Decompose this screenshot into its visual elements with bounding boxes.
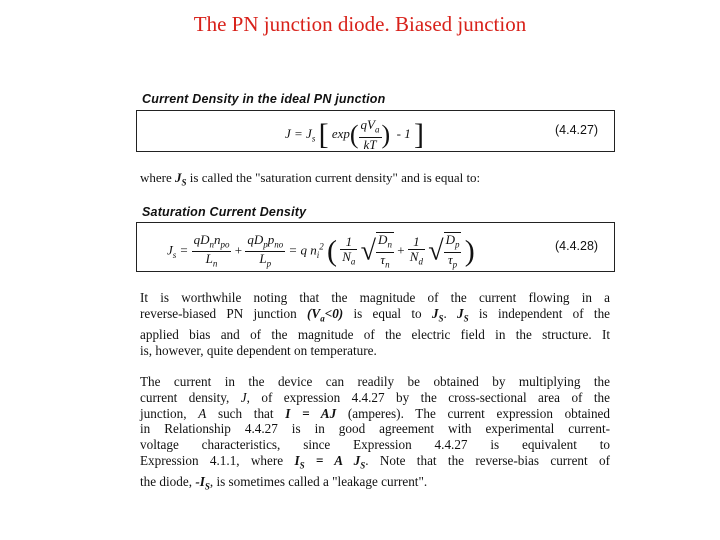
paragraph-line: reverse-biased PN junction $(V_a<0)$ is equal to $J_S$. $J_S$ is independent of the bbox=[140, 305, 611, 324]
equation-number-4-4-27: (4.4.27) bbox=[555, 123, 599, 137]
current-density-heading: Current Density in the ideal PN junction bbox=[142, 92, 386, 106]
paragraph-line: is, however, quite dependent on temperature. bbox=[140, 343, 377, 359]
equation-number-4-4-28: (4.4.28) bbox=[555, 239, 599, 253]
paragraph-line: It is worthwhile noting that the magnitude of the current flowing in a bbox=[140, 290, 610, 305]
paragraph-line: the diode, $-I_S$, is sometimes called a "leakage current". bbox=[140, 474, 428, 493]
paragraph-line: voltage characteristics, since Expression 4.4.27 is equivalent to bbox=[140, 437, 610, 453]
equation-box-4-4-28 bbox=[136, 222, 615, 272]
saturation-intro-text: where $J_S$ is called the "saturation current density" and is equal to: bbox=[140, 170, 481, 188]
equation-4-4-28: $J_s$ = $\frac{qD_nn_{po}}{L_n}$ + $\frac{qD_pp_{no}}{L_p}$ = q $n_i^2$ ( $\frac{1}{N_a}$ √ $\frac{D_n}{\tau_n}$ + $\frac{1}{N_d}$ √ $\frac{D_p}{\tau_p}$ ) bbox=[167, 231, 475, 270]
paragraph-line: in Relationship 4.4.27 is in good agreement with experimental current- bbox=[140, 421, 610, 437]
paragraph-line: junction, A such that I = AJ (amperes). The current expression obtained bbox=[140, 405, 610, 421]
paragraph-line: current density, J, of expression 4.4.27 by the cross-sectional area of the bbox=[140, 389, 610, 405]
paragraph-line: Expression 4.1.1, where $I_S = A$ $J_S$. Note that the reverse-bias current of bbox=[140, 452, 610, 471]
paragraph-device-current bbox=[140, 374, 610, 496]
equation-box-4-4-27 bbox=[136, 110, 615, 152]
page-title: The PN junction diode. Biased junction bbox=[193, 12, 527, 36]
paragraph-line: applied bias and of the magnitude of the electric field in the structure. It bbox=[140, 327, 610, 343]
equation-4-4-27: $J = J_s$ [ exp( $\frac{qV_a}{kT}$ ) - 1 ] bbox=[285, 117, 425, 152]
paragraph-reverse-bias bbox=[140, 290, 610, 359]
paragraph-line: The current in the device can readily be obtained by multiplying the bbox=[140, 374, 610, 389]
saturation-heading: Saturation Current Density bbox=[142, 205, 307, 219]
